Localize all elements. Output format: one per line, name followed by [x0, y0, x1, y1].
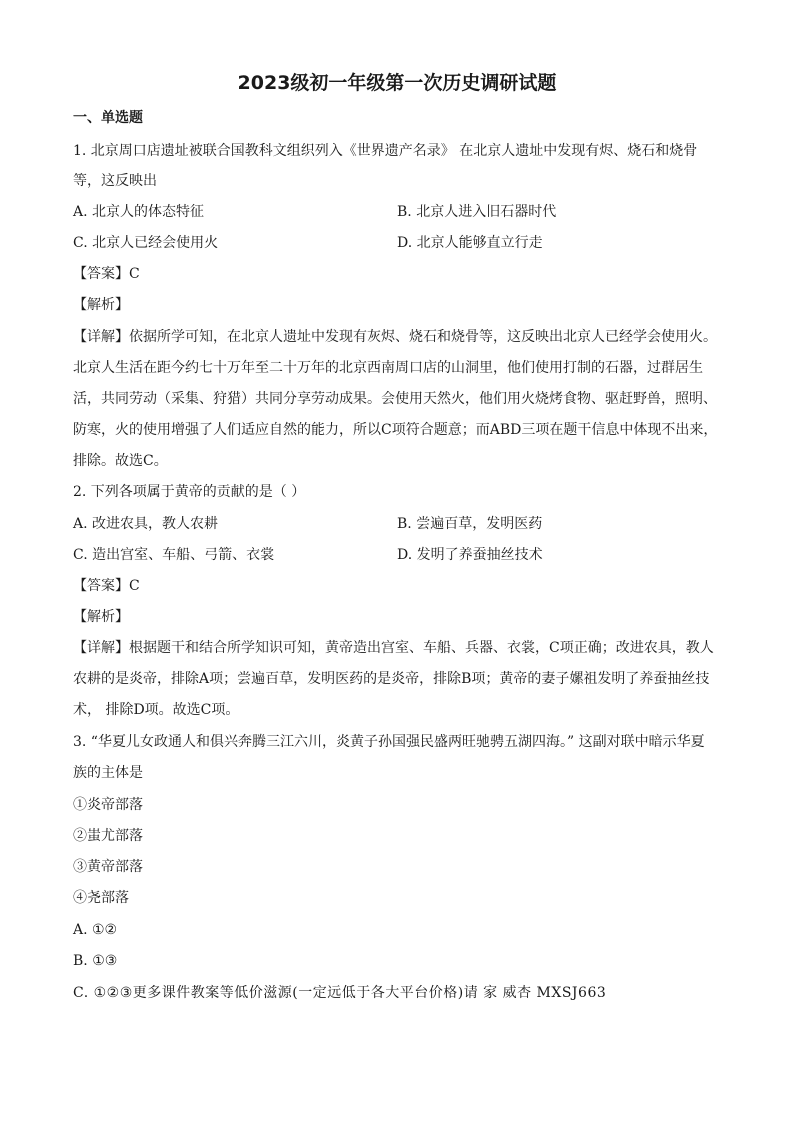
- q1-answer: 【答案】C: [73, 266, 140, 282]
- q3-option-a: A. ①②: [73, 922, 118, 938]
- q1-option-b: B. 北京人进入旧石器时代: [397, 204, 557, 220]
- section-heading: 一、单选题: [73, 110, 143, 126]
- q3-item-3: ③黄帝部落: [73, 859, 143, 875]
- q2-answer: 【答案】C: [73, 578, 140, 594]
- q1-detail-line2: 北京人生活在距今约七十万年至二十万年的北京西南周口店的山洞里，他们使用打制的石器，过群居生: [73, 360, 703, 376]
- q3-stem-line2: 族的主体是: [73, 765, 143, 781]
- q3-item-1: ①炎帝部落: [73, 797, 143, 813]
- q2-detail-line3: 术， 排除D项。故选C项。: [73, 702, 240, 718]
- q3-option-b: B. ①③: [73, 953, 118, 969]
- q1-stem-line2: 等，这反映出: [73, 173, 157, 189]
- q1-option-c: C. 北京人已经会使用火: [73, 235, 219, 251]
- q1-detail-line3: 活，共同劳动（采集、狩猎）共同分享劳动成果。会使用天然火，他们用火烧烤食物、驱赶野兽，照明、: [73, 391, 717, 407]
- q2-analysis-label: 【解析】: [73, 609, 129, 625]
- q2-detail-line1: 【详解】根据题干和结合所学知识可知，黄帝造出宫室、车船、兵器、衣裳，C项正确；改进农具，教人: [73, 640, 714, 656]
- q1-stem-line1: 1. 北京周口店遗址被联合国教科文组织列入《世界遗产名录》 在北京人遗址中发现有烬、烧石和烧骨: [73, 143, 698, 159]
- q1-detail-line5: 排除。故选C。: [73, 453, 168, 469]
- q3-item-4: ④尧部落: [73, 890, 129, 906]
- q1-detail-line1: 【详解】依据所学可知，在北京人遗址中发现有灰烬、烧石和烧骨等，这反映出北京人已经学会使用火。: [73, 329, 717, 345]
- q1-detail-line4: 防寒，火的使用增强了人们适应自然的能力，所以C项符合题意；而ABD三项在题干信息中体现不出来，: [73, 422, 718, 438]
- q2-detail-line2: 农耕的是炎帝，排除A项；尝遍百草，发明医药的是炎帝，排除B项；黄帝的妻子嫘祖发明了养蚕抽丝技: [73, 671, 710, 687]
- q2-option-a: A. 改进农具，教人农耕: [73, 516, 219, 532]
- q2-stem: 2. 下列各项属于黄帝的贡献的是（ ）: [73, 484, 306, 500]
- q1-option-d: D. 北京人能够直立行走: [397, 235, 543, 251]
- q2-option-d: D. 发明了养蚕抽丝技术: [397, 547, 543, 563]
- q1-option-a: A. 北京人的体态特征: [73, 204, 205, 220]
- q2-option-b: B. 尝遍百草，发明医药: [397, 516, 543, 532]
- q3-stem-line1: 3. “华夏儿女政通人和俱兴奔腾三江六川，炎黄子孙国强民盛两旺驰骋五湖四海。” 这副对联中暗示华夏: [73, 734, 705, 750]
- q3-item-2: ②蚩尤部落: [73, 828, 143, 844]
- q2-option-c: C. 造出宫室、车船、弓箭、衣裳: [73, 547, 275, 563]
- q3-option-c-with-watermark: C. ①②③更多课件教案等低价滋源(一定远低于各大平台价格)请 家 威杏 MXSJ663: [73, 985, 607, 1001]
- page-title: 2023级初一年级第一次历史调研试题: [237, 72, 557, 94]
- q1-analysis-label: 【解析】: [73, 297, 129, 313]
